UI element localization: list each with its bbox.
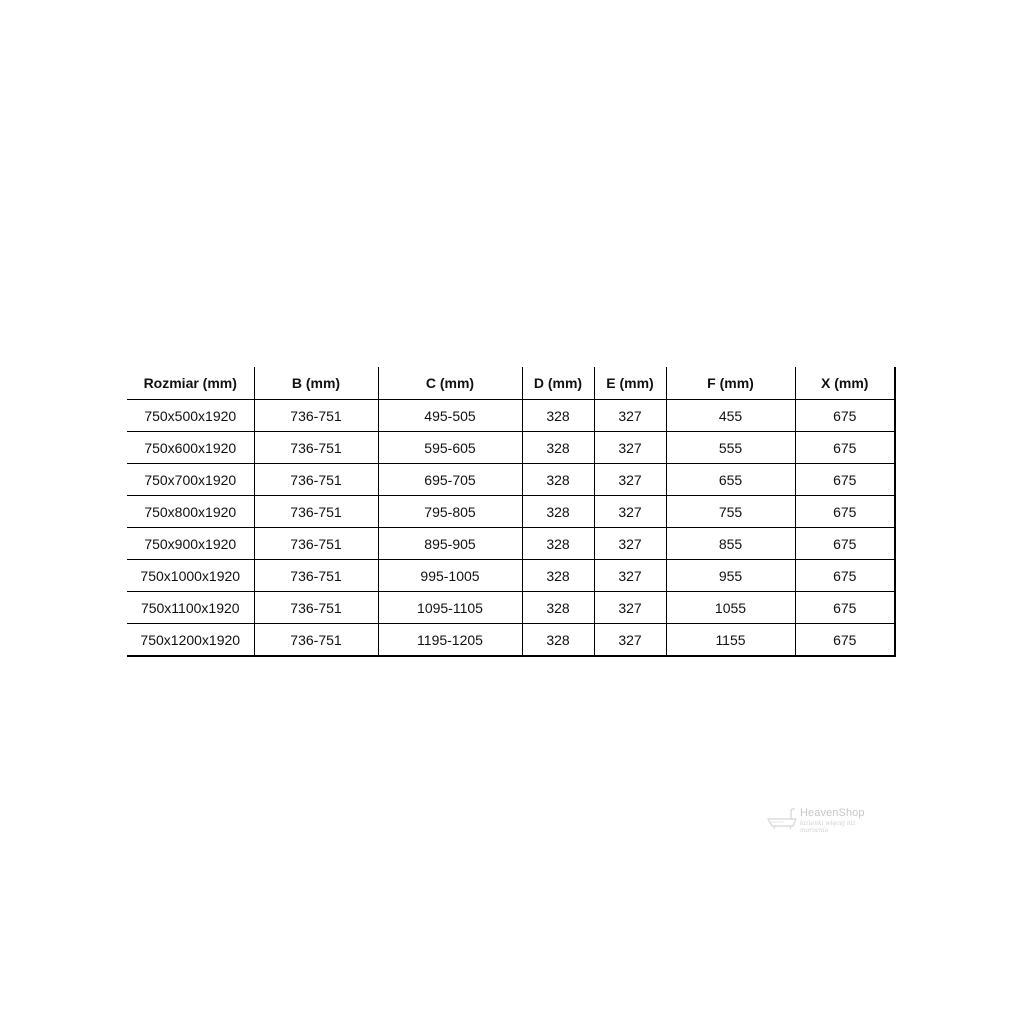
table-row (127, 464, 895, 496)
table-row (127, 592, 895, 624)
cell-c: 695-705 (378, 464, 522, 496)
cell-c: 895-905 (378, 528, 522, 560)
cell-c: 995-1005 (378, 560, 522, 592)
cell-f: 955 (666, 560, 795, 592)
cell-x: 675 (795, 400, 895, 432)
dimensions-table-container (127, 367, 895, 655)
cell-rozmiar: 750x800x1920 (127, 496, 254, 528)
cell-b: 736-751 (254, 432, 378, 464)
cell-x: 675 (795, 624, 895, 657)
table-row (127, 400, 895, 432)
cell-f: 1155 (666, 624, 795, 657)
header-c: C (mm) (378, 367, 522, 400)
cell-c: 795-805 (378, 496, 522, 528)
cell-x: 675 (795, 528, 895, 560)
cell-rozmiar: 750x700x1920 (127, 464, 254, 496)
cell-e: 327 (594, 560, 666, 592)
cell-f: 455 (666, 400, 795, 432)
cell-f: 1055 (666, 592, 795, 624)
watermark-tagline: łazienki więcej niż marzenia (800, 820, 856, 834)
cell-d: 328 (522, 432, 594, 464)
cell-b: 736-751 (254, 592, 378, 624)
cell-x: 675 (795, 464, 895, 496)
cell-b: 736-751 (254, 560, 378, 592)
cell-e: 327 (594, 592, 666, 624)
cell-e: 327 (594, 400, 666, 432)
cell-c: 495-505 (378, 400, 522, 432)
bathtub-logo-icon (766, 808, 798, 830)
table-row (127, 560, 895, 592)
header-e: E (mm) (594, 367, 666, 400)
cell-c: 595-605 (378, 432, 522, 464)
cell-b: 736-751 (254, 400, 378, 432)
cell-b: 736-751 (254, 624, 378, 657)
cell-f: 655 (666, 464, 795, 496)
table-row (127, 432, 895, 464)
table-header-row (127, 367, 895, 400)
table-row (127, 496, 895, 528)
cell-rozmiar: 750x1200x1920 (127, 624, 254, 657)
cell-b: 736-751 (254, 496, 378, 528)
cell-b: 736-751 (254, 464, 378, 496)
cell-x: 675 (795, 560, 895, 592)
table-row (127, 528, 895, 560)
cell-c: 1095-1105 (378, 592, 522, 624)
cell-e: 327 (594, 496, 666, 528)
cell-e: 327 (594, 528, 666, 560)
cell-d: 328 (522, 400, 594, 432)
header-b: B (mm) (254, 367, 378, 400)
cell-rozmiar: 750x500x1920 (127, 400, 254, 432)
cell-rozmiar: 750x1100x1920 (127, 592, 254, 624)
cell-c: 1195-1205 (378, 624, 522, 657)
cell-x: 675 (795, 496, 895, 528)
cell-rozmiar: 750x600x1920 (127, 432, 254, 464)
heavenshop-watermark (766, 804, 876, 834)
header-d: D (mm) (522, 367, 594, 400)
cell-e: 327 (594, 464, 666, 496)
cell-x: 675 (795, 592, 895, 624)
cell-x: 675 (795, 432, 895, 464)
header-rozmiar: Rozmiar (mm) (127, 367, 254, 400)
cell-d: 328 (522, 464, 594, 496)
cell-b: 736-751 (254, 528, 378, 560)
cell-f: 555 (666, 432, 795, 464)
header-x: X (mm) (795, 367, 895, 400)
header-f: F (mm) (666, 367, 795, 400)
cell-d: 328 (522, 496, 594, 528)
cell-rozmiar: 750x900x1920 (127, 528, 254, 560)
cell-f: 755 (666, 496, 795, 528)
cell-d: 328 (522, 592, 594, 624)
cell-d: 328 (522, 624, 594, 657)
watermark-brand-name: HeavenShop (800, 807, 865, 819)
cell-f: 855 (666, 528, 795, 560)
cell-rozmiar: 750x1000x1920 (127, 560, 254, 592)
cell-e: 327 (594, 432, 666, 464)
cell-e: 327 (594, 624, 666, 657)
cell-d: 328 (522, 560, 594, 592)
cell-d: 328 (522, 528, 594, 560)
dimensions-table (127, 367, 896, 657)
table-row (127, 624, 895, 657)
